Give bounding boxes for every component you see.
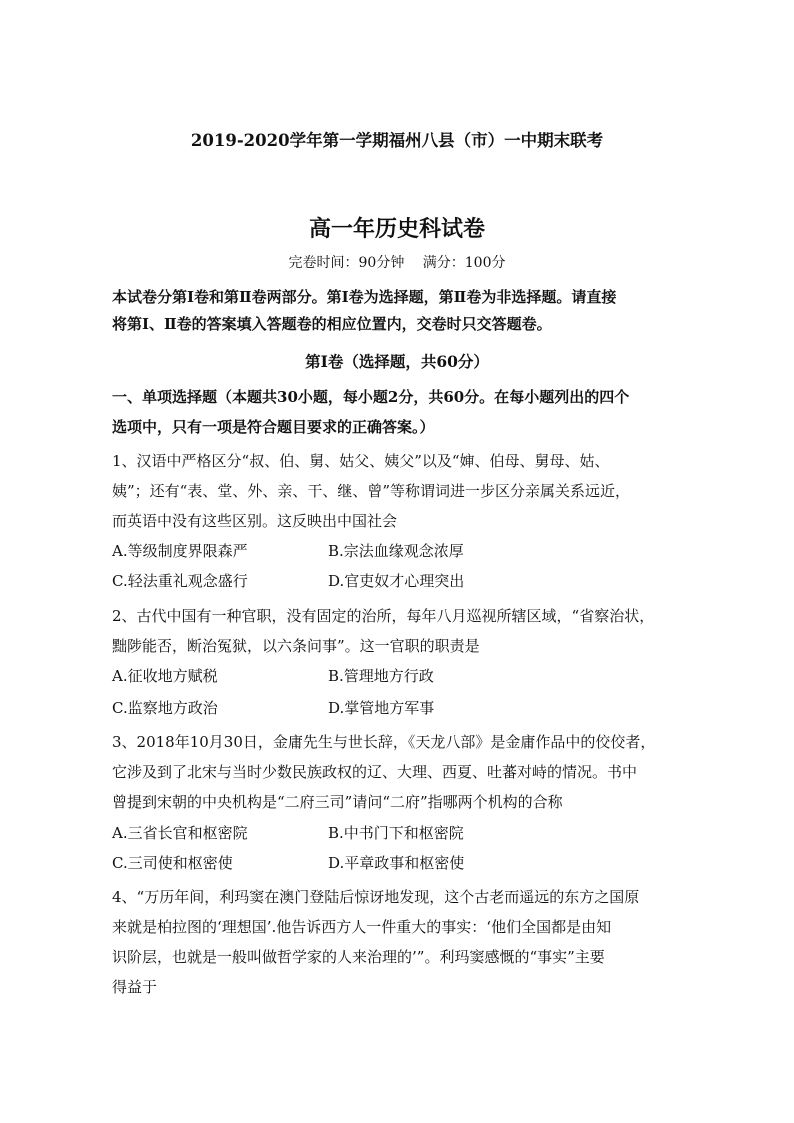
question-2-option-b: B.管理地方行政	[328, 667, 434, 685]
question-2-line: 2、古代中国有一种官职，没有固定的治所，每年八月巡视所辖区域，“省察治状，	[112, 607, 655, 625]
question-1-line: 1、汉语中严格区分“叔、伯、舅、姑父、姨父”以及“婶、伯母、舅母、姑、	[112, 452, 610, 470]
intro-line: 本试卷分第Ⅰ卷和第Ⅱ卷两部分。第Ⅰ卷为选择题，第Ⅱ卷为非选择题。请直接	[112, 288, 617, 306]
question-3-line: 它涉及到了北宋与当时少数民族政权的辽、大理、西夏、吐蕃对峙的情况。书中	[112, 763, 638, 781]
question-2-option-c: C.监察地方政治	[112, 699, 218, 717]
question-1-option-c: C.轻法重礼观念盛行	[112, 572, 248, 590]
question-1-option-a: A.等级制度界限森严	[112, 542, 248, 560]
question-4-line: 识阶层，也就是一般叫做哲学家的人来治理的’”。利玛窦感慨的“事实”主要	[112, 948, 605, 966]
exam-header: 2019-2020学年第一学期福州八县（市）一中期末联考	[190, 131, 604, 150]
exam-title: 高一年历史科试卷	[308, 216, 485, 242]
question-4-line: 来就是柏拉图的‘理想国’.他告诉西方人一件重大的事实：‘他们全国都是由知	[112, 918, 612, 936]
question-3-line: 3、2018年10月30日，金庸先生与世长辞，《天龙八部》是金庸作品中的佼佼者，	[112, 733, 656, 751]
question-4-line: 得益于	[112, 978, 158, 996]
question-3-line: 曾提到宋朝的中央机构是“二府三司”请问“二府”指哪两个机构的合称	[112, 793, 563, 811]
question-3-option-d: D.平章政事和枢密使	[328, 854, 465, 872]
exam-meta: 完卷时间：90分钟 满分：100分	[288, 255, 506, 271]
question-3-option-a: A.三省长官和枢密院	[112, 824, 248, 842]
question-1-option-b: B.宗法血缘观念浓厚	[328, 542, 464, 560]
question-2-line: 黜陟能否，断治冤狱，以六条问事”。这一官职的职责是	[112, 637, 480, 655]
question-3-option-b: B.中书门下和枢密院	[328, 824, 464, 842]
question-3-option-c: C.三司使和枢密使	[112, 854, 233, 872]
question-1-option-d: D.官吏奴才心理突出	[328, 572, 465, 590]
question-4-line: 4、“万历年间，利玛窦在澳门登陆后惊讶地发现，这个古老而遥远的东方之国原	[112, 888, 640, 906]
section-instruction-line: 选项中，只有一项是符合题目要求的正确答案。）	[112, 418, 435, 436]
question-1-line: 姨”；还有“表、堂、外、亲、干、继、曾”等称谓词进一步区分亲属关系远近，	[112, 482, 631, 500]
section-instruction-line: 一、单项选择题（本题共30小题，每小题2分，共60分。在每小题列出的四个	[112, 388, 630, 406]
intro-line: 将第Ⅰ、Ⅱ卷的答案填入答题卷的相应位置内，交卷时只交答题卷。	[112, 315, 552, 333]
question-1-line: 而英语中没有这些区别。这反映出中国社会	[112, 512, 398, 530]
question-2-option-d: D.掌管地方军事	[328, 699, 435, 717]
question-2-option-a: A.征收地方赋税	[112, 667, 218, 685]
section-title: 第Ⅰ卷（选择题，共60分）	[305, 352, 489, 371]
